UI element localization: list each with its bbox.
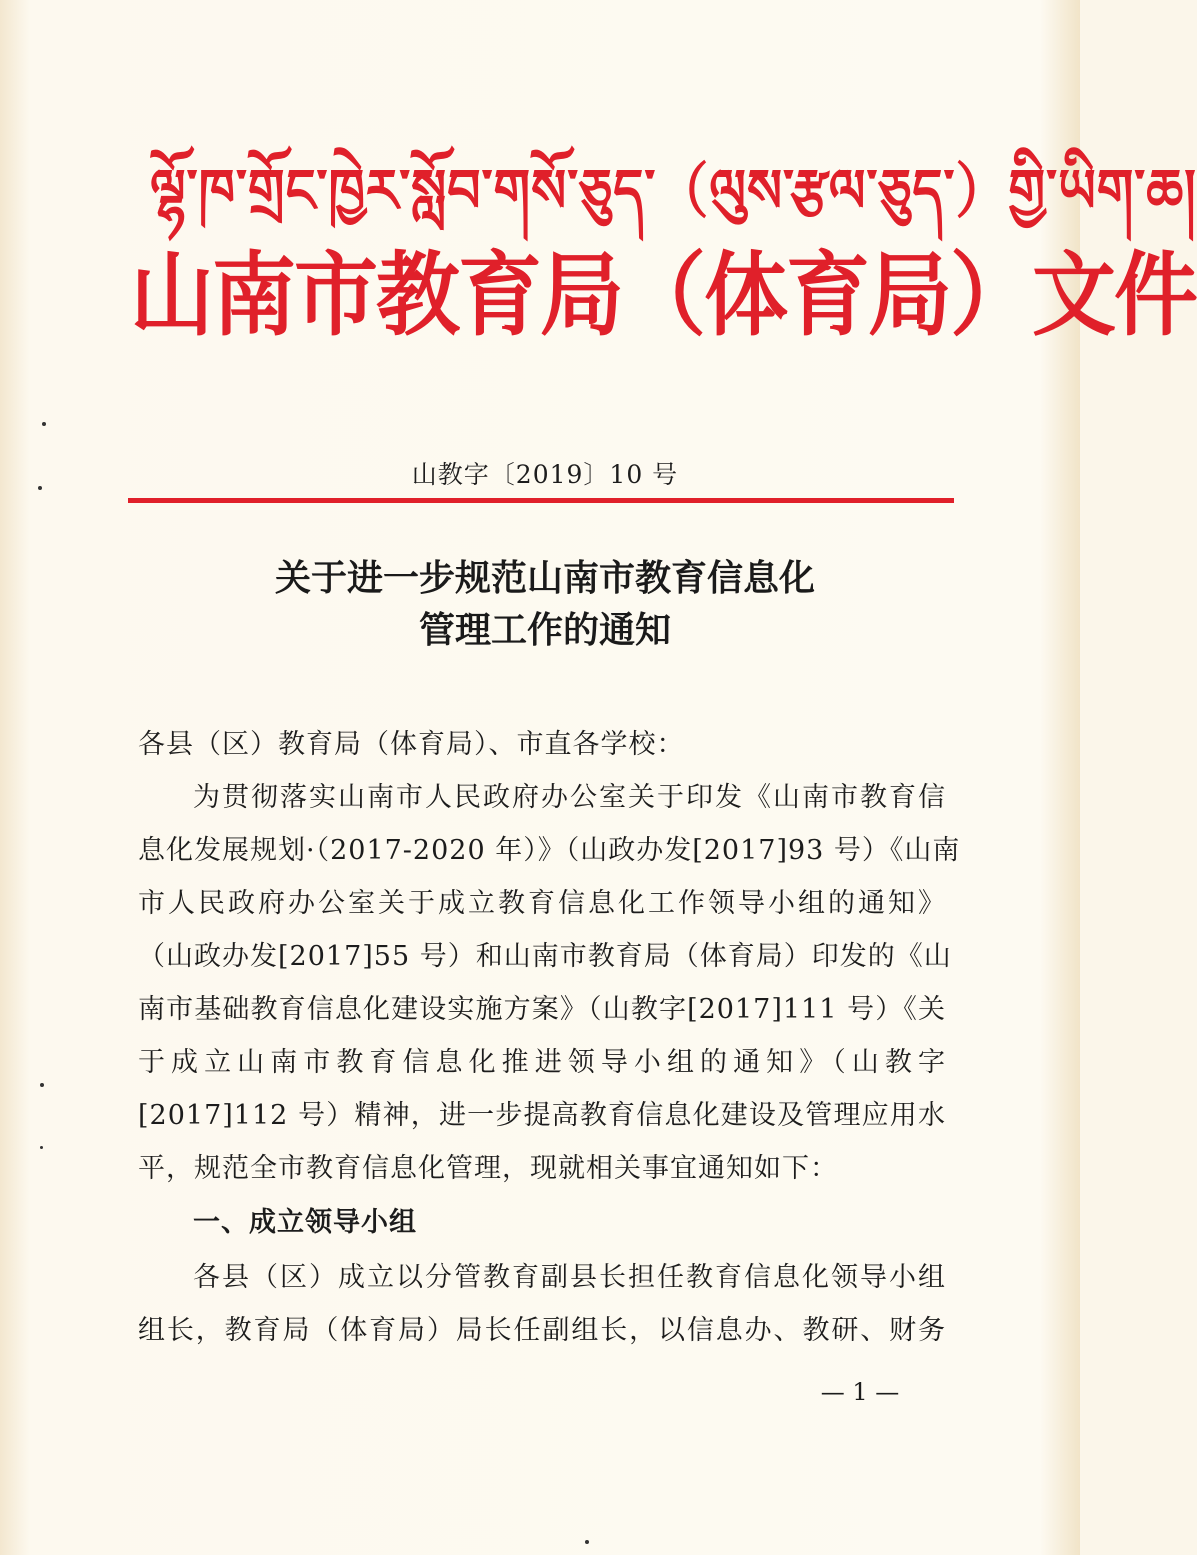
- para1-line-4: （山政办发[2017]55 号）和山南市教育局（体育局）印发的《山: [138, 941, 952, 972]
- tibetan-masthead: ལྷོ་ཁ་གྲོང་ཁྱེར་སློབ་གསོ་ཅུད་（ལུས་རྩལ་ཅུད་）གྱི་ཡིག་ཆ།: [150, 156, 1197, 227]
- para1-line-6: 于成立山南市教育信息化推进领导小组的通知》（山教字: [138, 1047, 946, 1078]
- scan-speck: [42, 422, 46, 426]
- para1-line-1: 为贯彻落实山南市人民政府办公室关于印发《山南市教育信: [193, 782, 946, 813]
- page-number: — 1 —: [820, 1378, 900, 1406]
- chinese-masthead: 山南市教育局（体育局）文件: [130, 241, 1197, 348]
- scan-speck: [585, 1540, 589, 1544]
- para1-line-7: [2017]112 号）精神，进一步提高教育信息化建设及管理应用水: [138, 1100, 946, 1131]
- para1-line-8: 平，规范全市教育信息化管理，现就相关事宜通知如下：: [138, 1153, 838, 1184]
- red-divider-line: [128, 498, 954, 503]
- para1-line-2: 息化发展规划·（2017-2020 年）》（山政办发[2017]93 号）《山南: [138, 835, 961, 866]
- document-body: [138, 718, 961, 1357]
- scan-speck: [40, 1083, 44, 1087]
- salutation: 各县（区）教育局（体育局）、市直各学校：: [138, 729, 685, 760]
- para1-line-3: 市人民政府办公室关于成立教育信息化工作领导小组的通知》: [138, 888, 946, 919]
- scan-speck: [40, 1146, 43, 1149]
- section-heading-1: 一、成立领导小组: [193, 1207, 417, 1238]
- document-number: 山教字〔2019〕10 号: [411, 460, 679, 489]
- scan-speck: [38, 486, 42, 490]
- document-title: [130, 552, 960, 656]
- para2-line-1: 各县（区）成立以分管教育副县长担任教育信息化领导小组: [193, 1262, 946, 1293]
- para2-line-2: 组长，教育局（体育局）局长任副组长，以信息办、教研、财务: [138, 1315, 946, 1346]
- title-line-1: 关于进一步规范山南市教育信息化: [274, 557, 815, 599]
- para1-line-5: 南市基础教育信息化建设实施方案》（山教字[2017]111 号）《关: [138, 994, 946, 1025]
- title-line-2: 管理工作的通知: [418, 609, 671, 651]
